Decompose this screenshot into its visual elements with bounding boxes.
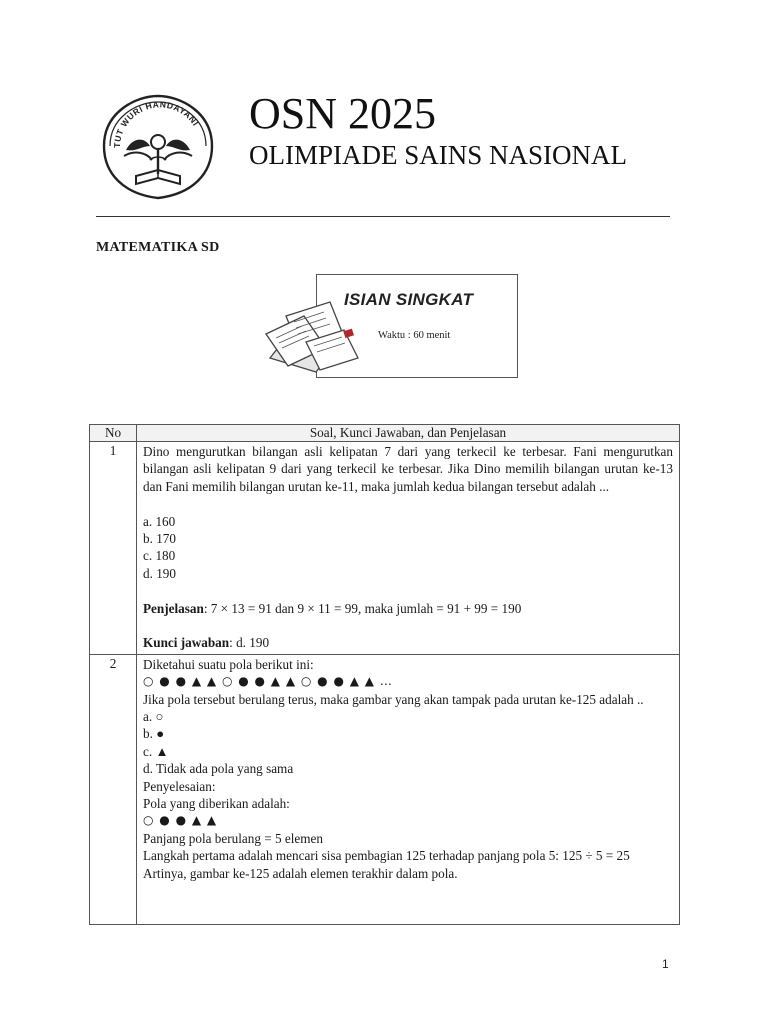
option-d: d. 190 [143, 565, 176, 581]
explanation [143, 600, 673, 617]
pattern-length: Panjang pola berulang = 5 elemen [143, 830, 323, 846]
option-a: a. ○ [143, 709, 164, 725]
question-table [89, 424, 680, 925]
explanation-text: : 7 × 13 = 91 dan 9 × 11 = 99, maka jumlah = 91 + 99 = 190 [203, 600, 522, 616]
page-number: 1 [662, 957, 669, 971]
option-a: a. 160 [143, 513, 176, 529]
section-banner [246, 272, 522, 384]
subject-label: MATEMATIKA SD [96, 240, 220, 255]
question-cell [137, 654, 680, 924]
table-row [90, 442, 680, 655]
option-b: b. 170 [143, 531, 176, 547]
pattern-sequence: ○ ● ● ▲ ▲ ○ ● ● ▲ ▲ ○ ● ● ▲ ▲ … [143, 674, 393, 689]
option-d: d. Tidak ada pola yang sama [143, 761, 294, 777]
header-content: Soal, Kunci Jawaban, dan Penjelasan [137, 425, 680, 442]
svg-text:TUT WURI HANDAYANI: TUT WURI HANDAYANI [111, 99, 201, 149]
header-no: No [90, 425, 137, 442]
given-pattern-label: Pola yang diberikan adalah: [143, 796, 290, 812]
question-text: Jika pola tersebut berulang terus, maka gambar yang akan tampak pada urutan ke-125 adalah .. [143, 691, 644, 707]
solution-label: Penyelesaian: [143, 778, 216, 794]
solution-step-2: Artinya, gambar ke-125 adalah elemen terakhir dalam pola. [143, 865, 458, 881]
given-pattern: ○ ● ● ▲ ▲ [143, 813, 218, 828]
papers-icon [246, 272, 376, 384]
table-row [90, 654, 680, 924]
answer-key-text: : d. 190 [229, 635, 270, 651]
document-subtitle: OLIMPIADE SAINS NASIONAL [249, 140, 627, 170]
header-divider [96, 216, 670, 217]
question-intro: Diketahui suatu pola berikut ini: [143, 656, 314, 672]
question-text: Dino mengurutkan bilangan asli kelipatan 7 dari yang terkecil ke terbesar. Fani mengurutkan bilangan asli kelipatan 9 dari yang terkecil ke terbesar. Jika Dino memilih bilangan urutan ke-13 dan Fani memilih bilangan urutan ke-11, maka jumlah kedua bilangan tersebut adalah ... [143, 444, 673, 494]
solution-step-1: Langkah pertama adalah mencari sisa pembagian 125 terhadap panjang pola 5: 125 ÷ 5 = 25 [143, 848, 630, 864]
explanation-label: Penjelasan [143, 600, 204, 616]
question-number: 2 [90, 654, 137, 924]
option-c: c. ▲ [143, 743, 169, 759]
banner-time: Waktu : 60 menit [378, 330, 451, 341]
tut-wuri-handayani-logo [96, 90, 220, 202]
answer-key [143, 634, 673, 651]
question-number: 1 [90, 442, 137, 655]
option-c: c. 180 [143, 548, 176, 564]
question-cell [137, 442, 680, 655]
table-header-row [90, 425, 680, 442]
option-b: b. ● [143, 726, 165, 742]
banner-title: ISIAN SINGKAT [344, 290, 474, 309]
answer-key-label: Kunci jawaban [143, 635, 230, 651]
document-title: OSN 2025 [249, 89, 437, 138]
